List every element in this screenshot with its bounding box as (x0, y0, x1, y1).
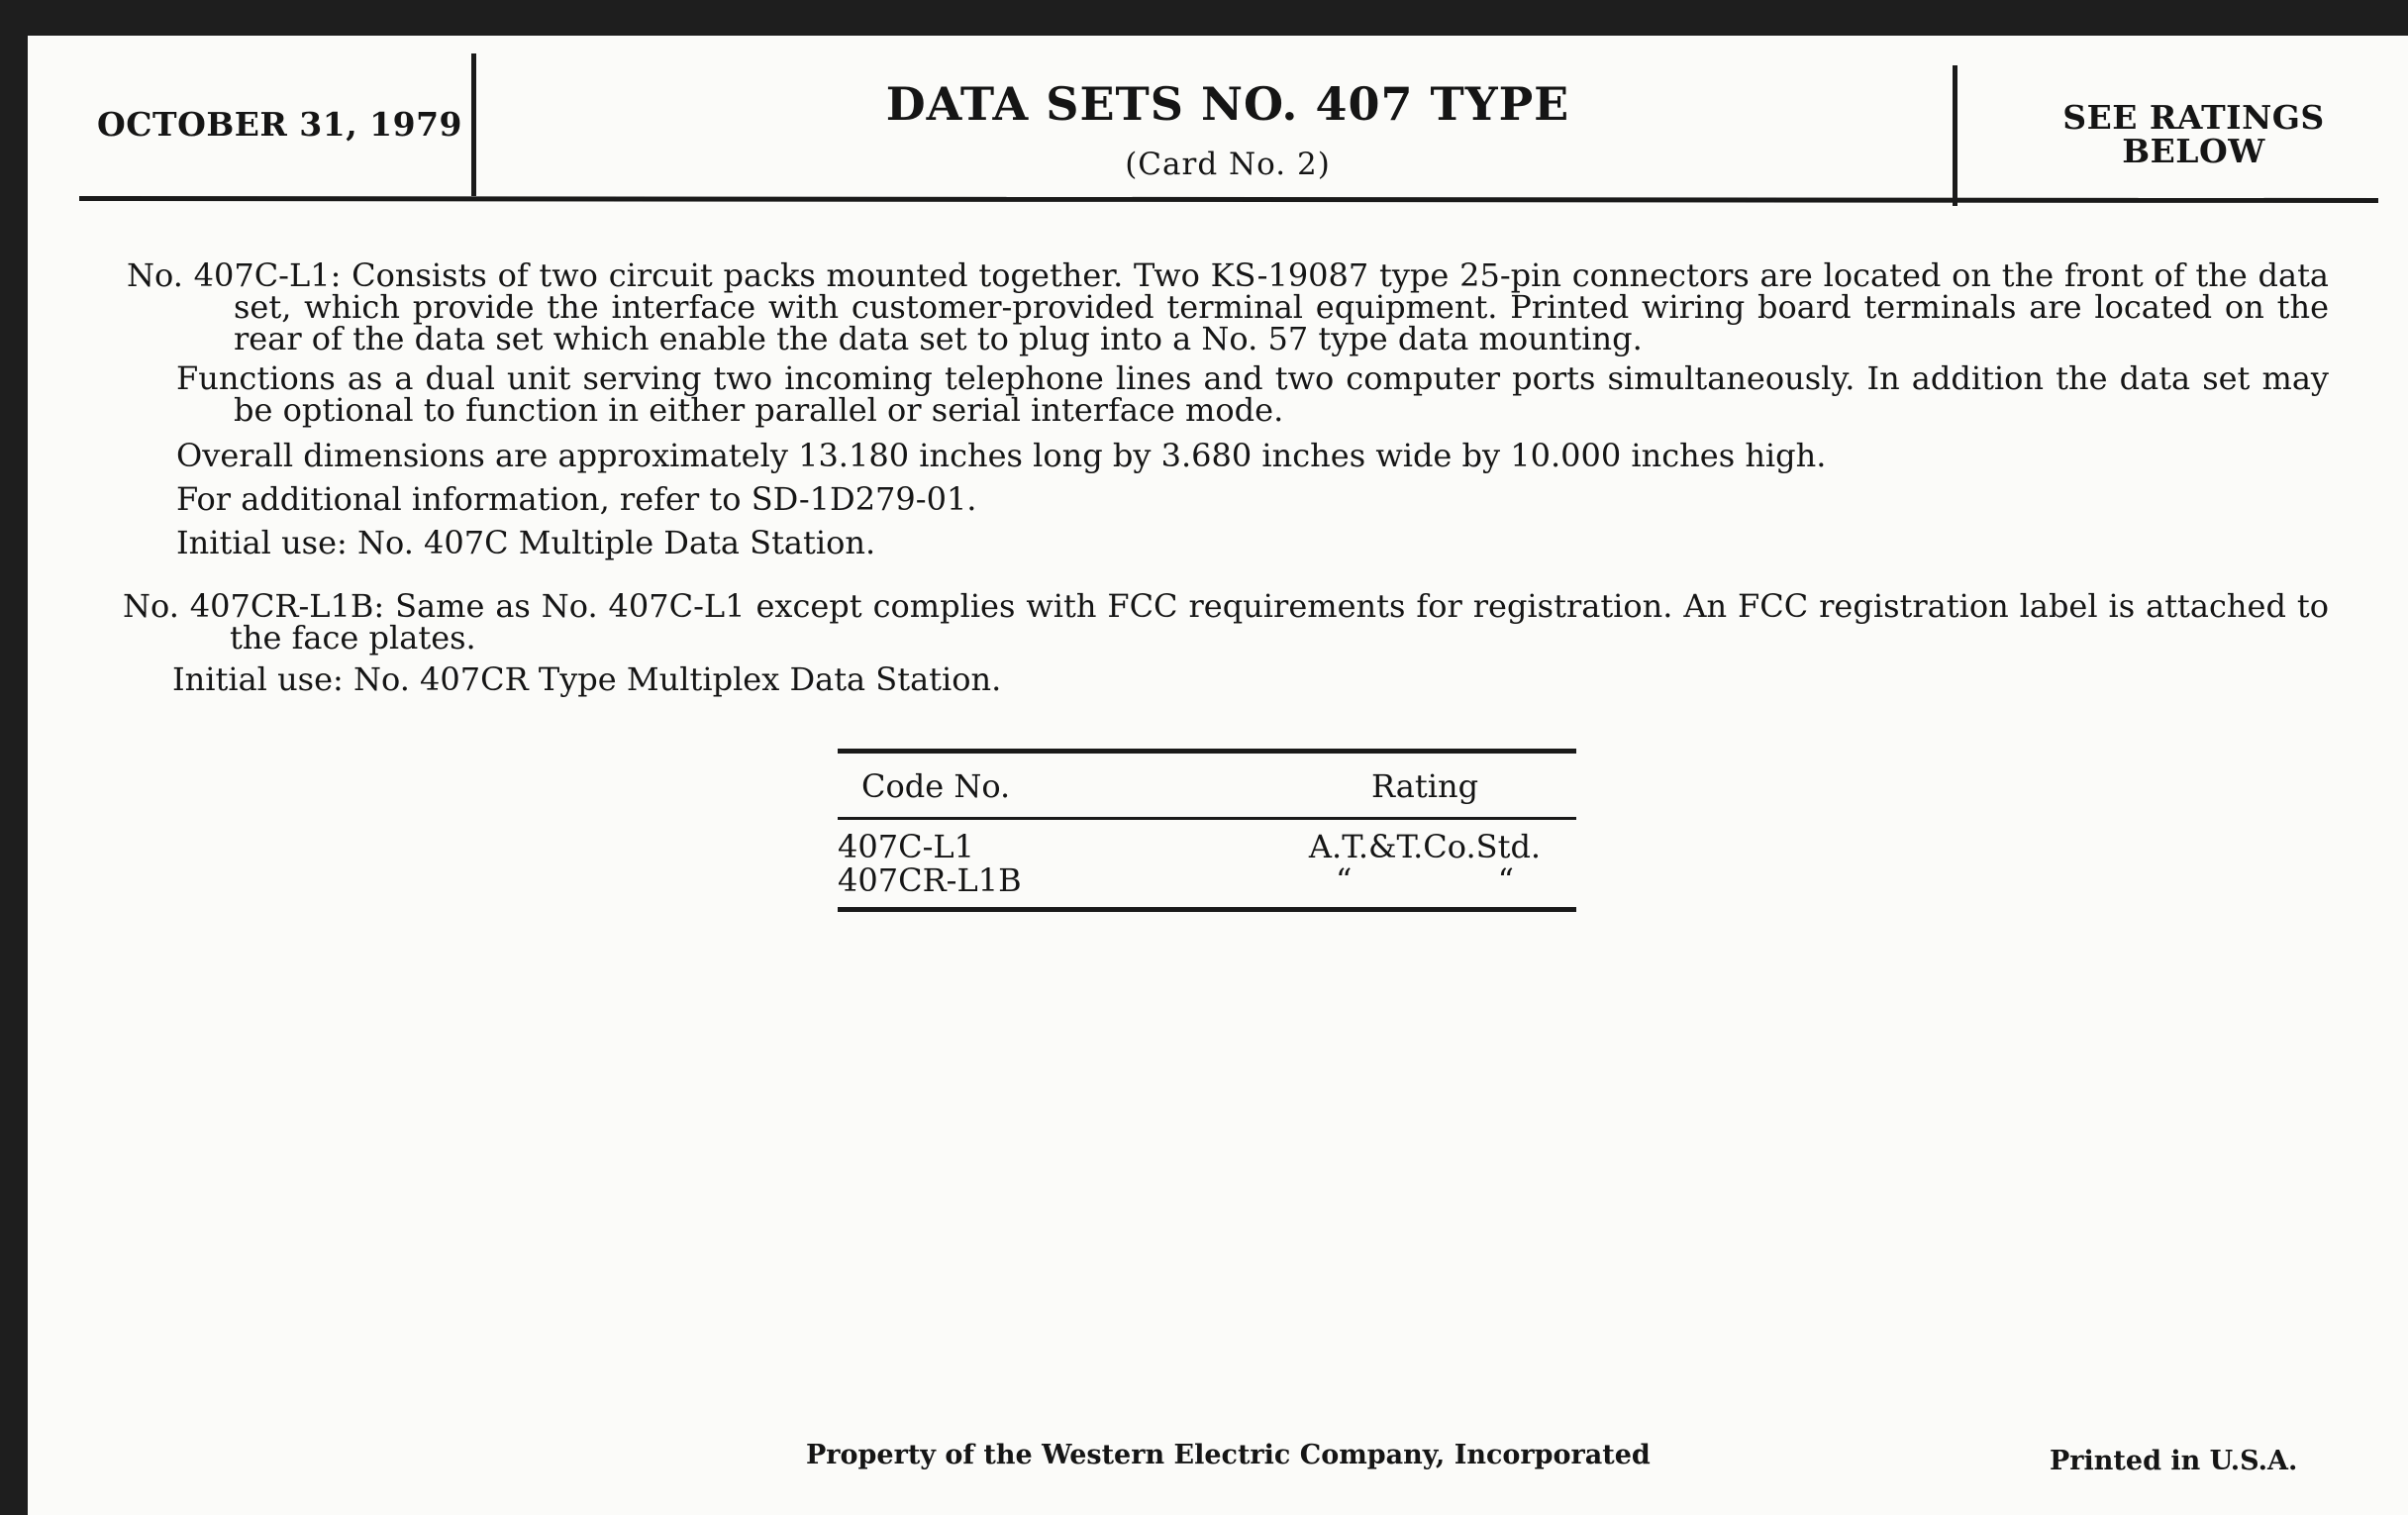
ditto-mark-right: “ (1497, 861, 1514, 899)
ratings-note-line1: SEE RATINGS (2062, 98, 2325, 137)
code-cell: 407CR-L1B (838, 861, 1022, 899)
entry-407c-l1-initial-use: Initial use: No. 407C Multiple Data Station. (176, 524, 876, 561)
index-card (28, 36, 2408, 1515)
rating-cell: A.T.&T.Co.Std. (1308, 828, 1542, 865)
ditto-marks (1336, 863, 1514, 897)
entry-407c-l1-functions: Functions as a dual unit serving two incoming telephone lines and two computer ports simultaneously. In addition the data set may be optional to function in either parallel or serial interface mode. (176, 359, 2329, 429)
footer-property-notice: Property of the Western Electric Company, Incorporated (806, 1440, 1651, 1470)
entry-407cr-l1b: No. 407CR-L1B: Same as No. 407C-L1 except complies with FCC requirements for registration. An FCC registration label is attached to the face plates. (123, 587, 2329, 656)
entry-407c-l1-reference: For additional information, refer to SD-1D279-01. (176, 480, 977, 518)
ratings-table (838, 749, 1576, 912)
card-subtitle: (Card No. 2) (1125, 147, 1331, 182)
table-row (838, 819, 1576, 864)
ratings-note (1983, 98, 2404, 170)
column-header-rating: Rating (1370, 767, 1479, 805)
rating-cell (1273, 863, 1576, 910)
card-date: OCTOBER 31, 1979 (97, 105, 463, 144)
footer-printed-notice: Printed in U.S.A. (2050, 1446, 2298, 1476)
ratings-table-header (838, 752, 1576, 819)
header-rule (79, 196, 2378, 203)
ratings-note-line2: BELOW (2122, 132, 2265, 170)
card-title: DATA SETS NO. 407 TYPE (885, 77, 1570, 131)
entry-407cr-l1b-initial-use: Initial use: No. 407CR Type Multiplex Data Station. (172, 660, 1002, 698)
header-divider-right (1953, 65, 1957, 206)
ditto-mark-left: “ (1336, 861, 1353, 899)
column-header-code: Code No. (861, 767, 1011, 805)
entry-407c-l1-dimensions: Overall dimensions are approximately 13.180 inches long by 3.680 inches wide by 10.000 inches high. (176, 437, 1827, 474)
table-row (838, 863, 1576, 910)
code-cell: 407C-L1 (838, 828, 974, 865)
entry-407c-l1: No. 407C-L1: Consists of two circuit packs mounted together. Two KS-19087 type 25-pin connectors are located on the front of the data set, which provide the interface with customer-provided terminal equipment. Printed wiring board terminals are located on the rear of the data set which enable the data set to plug into a No. 57 type data mounting. (127, 256, 2329, 357)
